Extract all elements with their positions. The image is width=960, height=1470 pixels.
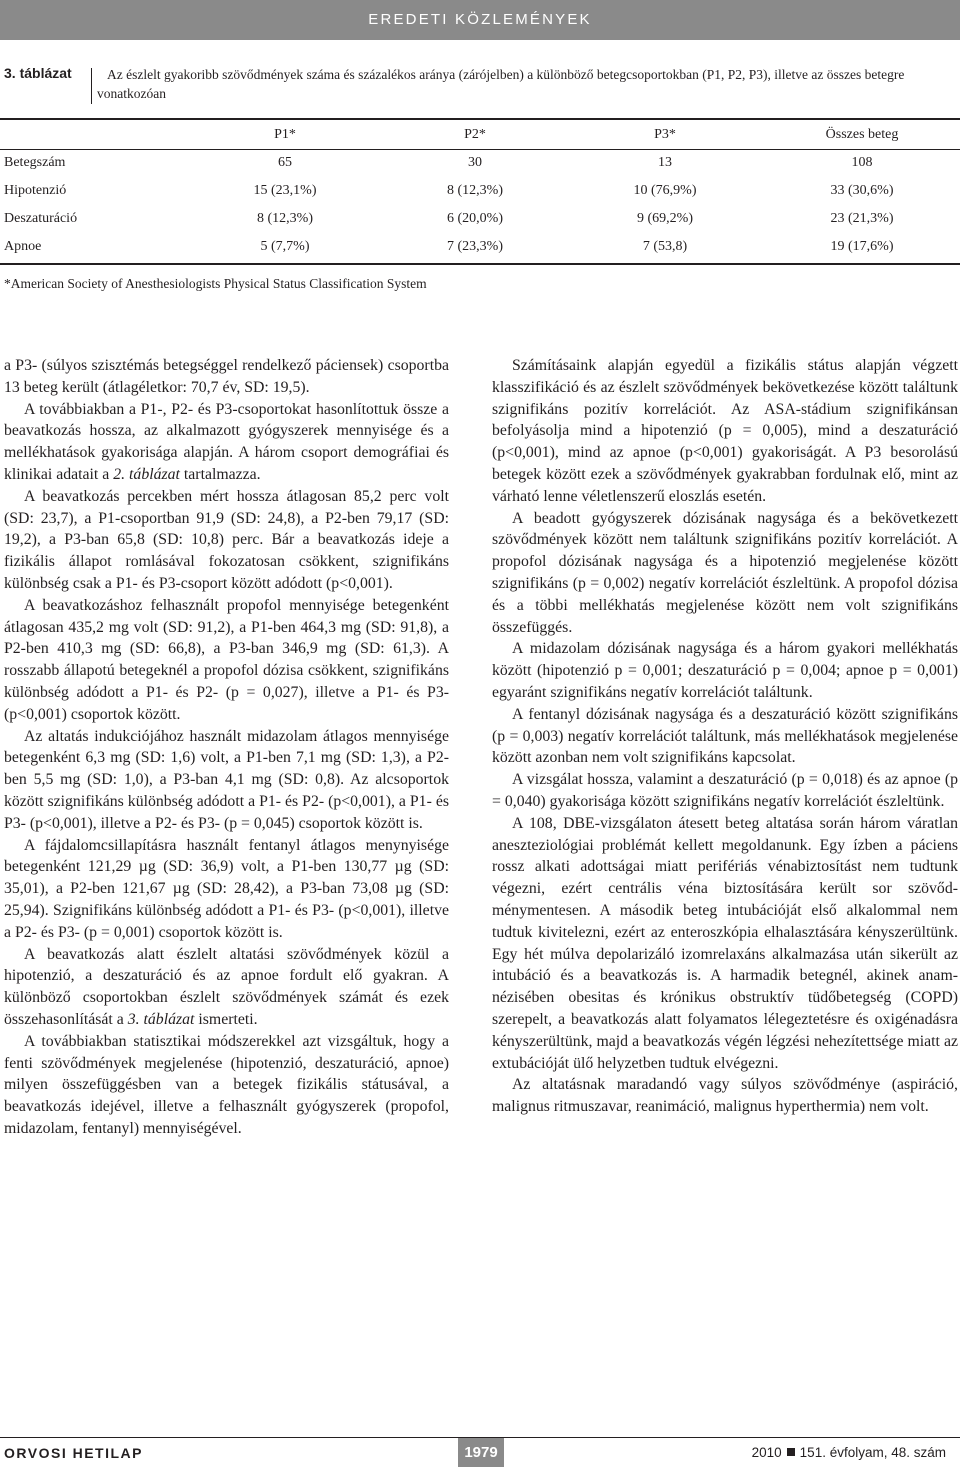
column-header: P2* bbox=[464, 127, 486, 142]
section-title: EREDETI KÖZLEMÉNYEK bbox=[368, 11, 592, 28]
table-cell: 23 (21,3%) bbox=[830, 211, 894, 226]
paragraph: A 108, DBE-vizsgálaton átesett beteg altatása során három váratlan aneszteziológiai problémát kellett megoldanunk. Egy ízben a páciens rossz alkati adottságai miatt perifériás vénabiztosítást nem tudtunk végezni, ezért centrális véna biztosítására került sor szövődménymentesen. A második beteg intubációját első alkalommal nem tudtuk kivitelezni, ezért az enteroszkópia elhalasztására kényszerültünk. Egy hét múlva depolarizáló izomrelaxáns alkalmazása után sikerült az intubáció és a beavatkozás is. A harmadik betegnél, akinek anamnézisében obesitas és krónikus obstruktív tüdőbetegség (COPD) szerepelt, a beavatkozás alatt folyamatos lélegeztetésre és oxigénadásra kényszerültünk, majd a beavatkozás végén légzési nehezítettsége miatt az extubációját ülő helyzetben tudtuk elvégezni. bbox=[492, 814, 958, 1072]
paragraph: A fentanyl dózisának nagysága és a deszaturáció között szignifikáns (p = 0,003) negatív korrelációt találtunk, más mellékhatások megjelenése között azonban nem volt szignifikáns kapcsolat. bbox=[492, 705, 958, 767]
table-label: 3. táblázat bbox=[4, 65, 72, 81]
table-cell: 10 (76,9%) bbox=[633, 183, 697, 198]
paragraph bbox=[4, 726, 449, 835]
paragraph-text: Az altatás indukciójához használt midazolam átlagos mennyisége betegenként 6,3 mg (SD: 1,6) volt, a P1-ben 7,1 mg (SD: 1,3), a P2-ben 5,5 mg (SD: 1,0), a P3-ban 4,1 mg (SD: 0,8). Az alcsoportok között szignifikáns különbség adódott a P1- és P2- (p<0,001), a P1- és P3- (p<0,001), illetve a P2- és P3- (p = 0,045) csoportok között is. bbox=[4, 727, 449, 832]
table-top-rule bbox=[0, 118, 960, 120]
caption-divider bbox=[91, 68, 92, 104]
table-bottom-rule bbox=[0, 263, 960, 265]
table-cell: 8 (12,3%) bbox=[447, 183, 503, 198]
journal-name: ORVOSI HETILAP bbox=[4, 1445, 143, 1461]
issue-year: 2010 bbox=[751, 1445, 782, 1460]
table-reference: 3. táblázat bbox=[127, 1010, 195, 1028]
table-caption-text bbox=[97, 65, 957, 103]
table-cell: 5 (7,7%) bbox=[260, 239, 310, 254]
caption-line-2: vonatkozóan bbox=[97, 86, 166, 101]
paragraph-text: tartalmazza. bbox=[179, 465, 261, 483]
paragraph-text: A beavatkozás alatt észlelt altatási szövődmények közül a hipotenzió, a deszaturáció és az apnoe fordult elő gyakran. A különböző csoportokban észlelt szövődmények számát és ezek összehasonlítását a bbox=[4, 945, 449, 1028]
table-row bbox=[0, 234, 960, 260]
table-cell: 33 (30,6%) bbox=[830, 183, 894, 198]
table-header-row bbox=[0, 122, 960, 148]
table-reference: 2. táblázat bbox=[113, 465, 180, 483]
paragraph-text: A továbbiakban statisztikai módszerekkel azt vizsgáltuk, hogy a fenti szövődmények megjelenése (hipotenzió, deszaturáció, apnoe) milyen összefüggésben van a betegek fizikális státusával, a beavatkozás idejével, illetve a felhasznált gyógyszerek (propofol, midazolam, fentanyl) mennyiségével. bbox=[4, 1032, 449, 1137]
paragraph-text: ismerteti. bbox=[194, 1010, 258, 1028]
table-row bbox=[0, 206, 960, 232]
paragraph-text: A beavatkozás percekben mért hossza átlagosan 85,2 perc volt (SD: 23,7), a P1-csoportban 91,9 (SD: 24,8), a P2-ben 79,17 (SD: 19,2), a P3-ban 65,8 (SD: 10,8) perc. Bár a beavatkozás ideje a fizikális állapot romlásával fokozatosan csökkent, szignifikáns különbség csak a P1- és P3-csoport között adódott (p<0,001). bbox=[4, 487, 449, 592]
table-cell: 9 (69,2%) bbox=[637, 211, 693, 226]
left-text-column bbox=[4, 355, 449, 1140]
table-cell: 65 bbox=[278, 155, 292, 170]
paragraph bbox=[4, 486, 449, 595]
paragraph bbox=[4, 595, 449, 726]
paragraph bbox=[4, 355, 449, 399]
paragraph bbox=[4, 944, 449, 1031]
square-bullet-icon bbox=[787, 1448, 795, 1456]
paragraph-text: A beavatkozáshoz felhasznált propofol mennyisége betegenként átlagosan 435,2 mg volt (SD: 91,2), a P1-ben 464,3 mg (SD: 91,8), a P2-ben 410,3 mg (SD: 66,8), a P3-ban 346,9 mg (SD: 61,3). A rosszabb állapotú betegeknél a propofol dózisa csökkent, szignifikáns különbség adódott a P1- és P2- (p = 0,027), illetve a P1- és P3- (p<0,001) csoportok között. bbox=[4, 596, 449, 723]
table-cell: 15 (23,1%) bbox=[253, 183, 317, 198]
page-number: 1979 bbox=[458, 1438, 504, 1467]
page-footer bbox=[0, 1437, 960, 1467]
paragraph: Az altatásnak maradandó vagy súlyos szövődménye (aspiráció, malignus ritmuszavar, reanimáció, malignus hyperthermia) nem volt. bbox=[492, 1076, 958, 1116]
paragraph: A midazolam dózisának nagysága és a három gyakori mellékhatás között (hipotenzió p = 0,001; deszaturáció p = 0,004; apnoe p = 0,001) egyaránt szignifikáns negatív korrelációt találtunk. bbox=[492, 640, 958, 701]
column-header: P1* bbox=[274, 127, 296, 142]
table-cell: 108 bbox=[851, 155, 873, 170]
table-row bbox=[0, 178, 960, 204]
right-text-column bbox=[492, 355, 958, 1118]
row-label: Deszaturáció bbox=[4, 211, 78, 226]
paragraph-text: A továbbiakban a P1-, P2- és P3-csoportokat hasonlítottuk össze a beavatkozás hossza, az alkalmazott gyógyszerek mennyisége és a mellékhatások gyakorisága alapján. A három csoport demográfiai és klinikai adatait a bbox=[4, 400, 449, 483]
paragraph: A beadott gyógyszerek dózisának nagysága és a bekövetkezett szövődmények között nem találtunk szignifikáns pozitív korrelációt. A propofol dózisának nagysága és a hipotenzió megjelenése között szignifikáns (p = 0,002) negatív korrelációt észleltünk. A propofol dózisa és a többi mellékhatás megjelenése között nem volt szignifikáns összefüggés. bbox=[492, 509, 958, 636]
column-header: Összes beteg bbox=[825, 127, 899, 142]
issue-info bbox=[752, 1445, 946, 1460]
paragraph: A vizsgálat hossza, valamint a deszaturáció (p = 0,018) és az apnoe (p = 0,040) gyakorisága között szignifikáns negatív korrelációt észleltünk. bbox=[492, 771, 958, 810]
table-cell: 7 (23,3%) bbox=[447, 239, 503, 254]
issue-volume: 151. évfolyam, 48. szám bbox=[799, 1445, 946, 1460]
paragraph bbox=[4, 399, 449, 486]
row-label: Hipotenzió bbox=[4, 183, 67, 198]
paragraph-text: A fájdalomcsillapításra használt fentanyl átlagos menynyisége betegenként 121,29 µg (SD: 36,9) volt, a P1-ben 130,77 µg (SD: 35,01), a P2-ben 121,67 µg (SD: 28,42), a P3-ban 73,08 µg (SD: 25,94). Szignifikáns különbség adódott a P1- és P3- (p<0,001), illetve a P2- és P3- (p = 0,001) csoportok között is. bbox=[4, 836, 449, 941]
paragraph bbox=[4, 1031, 449, 1140]
table-row bbox=[0, 150, 960, 176]
paragraph-text: a P3- (súlyos szisztémás betegséggel rendelkező páciensek) csoportba 13 beteg került (átlagéletkor: 70,7 év, SD: 19,5). bbox=[4, 357, 449, 396]
row-label: Apnoe bbox=[4, 239, 42, 254]
table-caption bbox=[0, 63, 960, 103]
caption-line-1: Az észlelt gyakoribb szövődmények száma és százalékos aránya (zárójelben) a különböző betegcsoportokban (P1, P2, P3), illetve az összes betegre bbox=[107, 67, 905, 82]
table-cell: 13 bbox=[658, 155, 672, 170]
column-header: P3* bbox=[654, 127, 676, 142]
table-cell: 30 bbox=[468, 155, 482, 170]
paragraph: Számításaink alapján egyedül a fizikális státus alapján végzett klasszifikáció és az észlelt szövődmények bekövetkezése között találtunk szignifikáns pozitív korrelációt. Az ASA-stádium szignifikánsan befolyásolja mind a hipotenzió (p = 0,005), mind a deszaturáció (p<0,001), mind az apnoe (p<0,001) gyakoriságát. A P3 besorolású betegek között ezek a szövődmények gyakrabban fordulnak elő, mint az várható lenne véletlenszerű eloszlás esetén. bbox=[492, 357, 958, 505]
paragraph bbox=[4, 835, 449, 944]
table-cell: 6 (20,0%) bbox=[447, 211, 503, 226]
row-label: Betegszám bbox=[4, 155, 66, 170]
table-cell: 19 (17,6%) bbox=[830, 239, 894, 254]
section-header bbox=[0, 0, 960, 40]
table-footnote: *American Society of Anesthesiologists Physical Status Classification System bbox=[4, 276, 427, 291]
table-cell: 7 (53,8) bbox=[642, 239, 688, 254]
table-cell: 8 (12,3%) bbox=[257, 211, 313, 226]
